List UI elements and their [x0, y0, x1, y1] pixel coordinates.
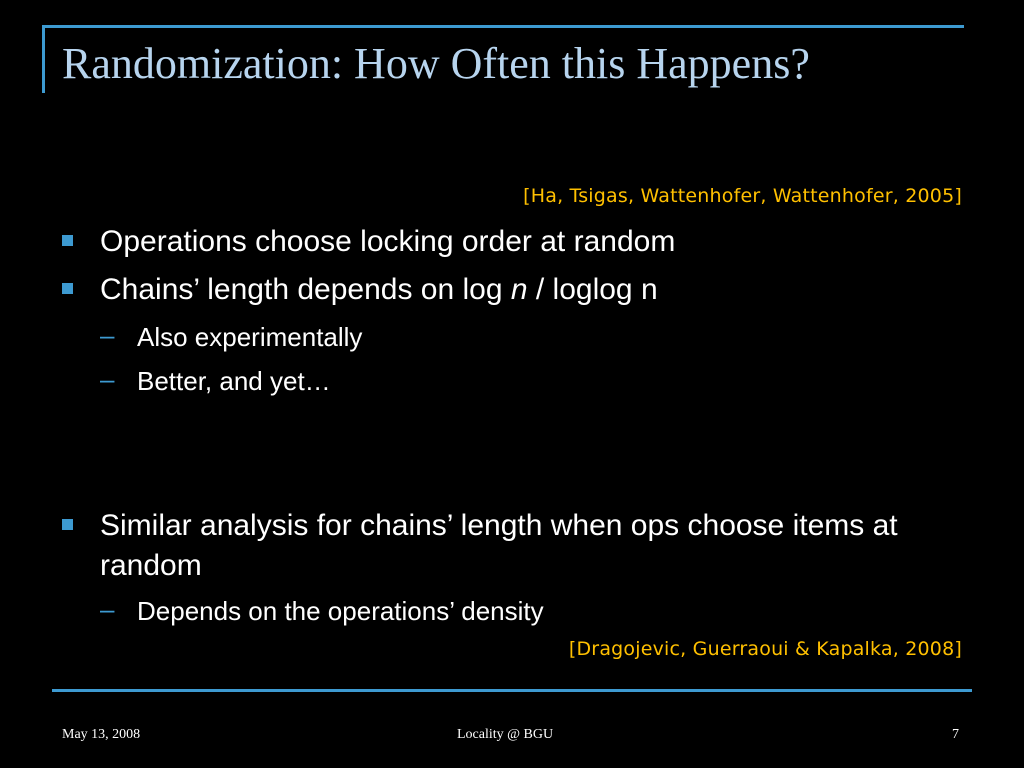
sub-bullet-text: Better, and yet…: [137, 366, 331, 396]
sub-bullet-text: Depends on the operations’ density: [137, 596, 544, 626]
footer-divider: [52, 689, 972, 692]
left-accent-line: [42, 25, 45, 93]
footer-date: May 13, 2008: [62, 727, 141, 742]
dash-bullet-icon: –: [100, 594, 115, 624]
bullet-text-italic: n: [510, 273, 528, 306]
square-bullet-icon: [62, 519, 73, 530]
dash-bullet-icon: –: [100, 364, 115, 394]
sub-bullet-text: Also experimentally: [137, 322, 363, 352]
page-number: 7: [952, 727, 959, 742]
bullet-text-part: / loglog n: [527, 273, 658, 306]
bullet-text: Operations choose locking order at random: [100, 225, 676, 258]
bullet-text-part: Chains’ length depends on log: [100, 273, 511, 306]
citation-bottom: [Dragojevic, Guerraoui & Kapalka, 2008]: [568, 638, 962, 660]
footer-title: Locality @ BGU: [457, 727, 554, 742]
top-accent-line: [44, 25, 964, 28]
bullet-text: [100, 270, 960, 310]
dash-bullet-icon: –: [100, 320, 115, 350]
bullet-text: Similar analysis for chains’ length when ops choose items at random: [100, 509, 898, 582]
square-bullet-icon: [62, 235, 73, 246]
slide-title: Randomization: How Often this Happens?: [62, 39, 810, 88]
square-bullet-icon: [62, 283, 73, 294]
citation-top: [Ha, Tsigas, Wattenhofer, Wattenhofer, 2005]: [523, 185, 962, 207]
